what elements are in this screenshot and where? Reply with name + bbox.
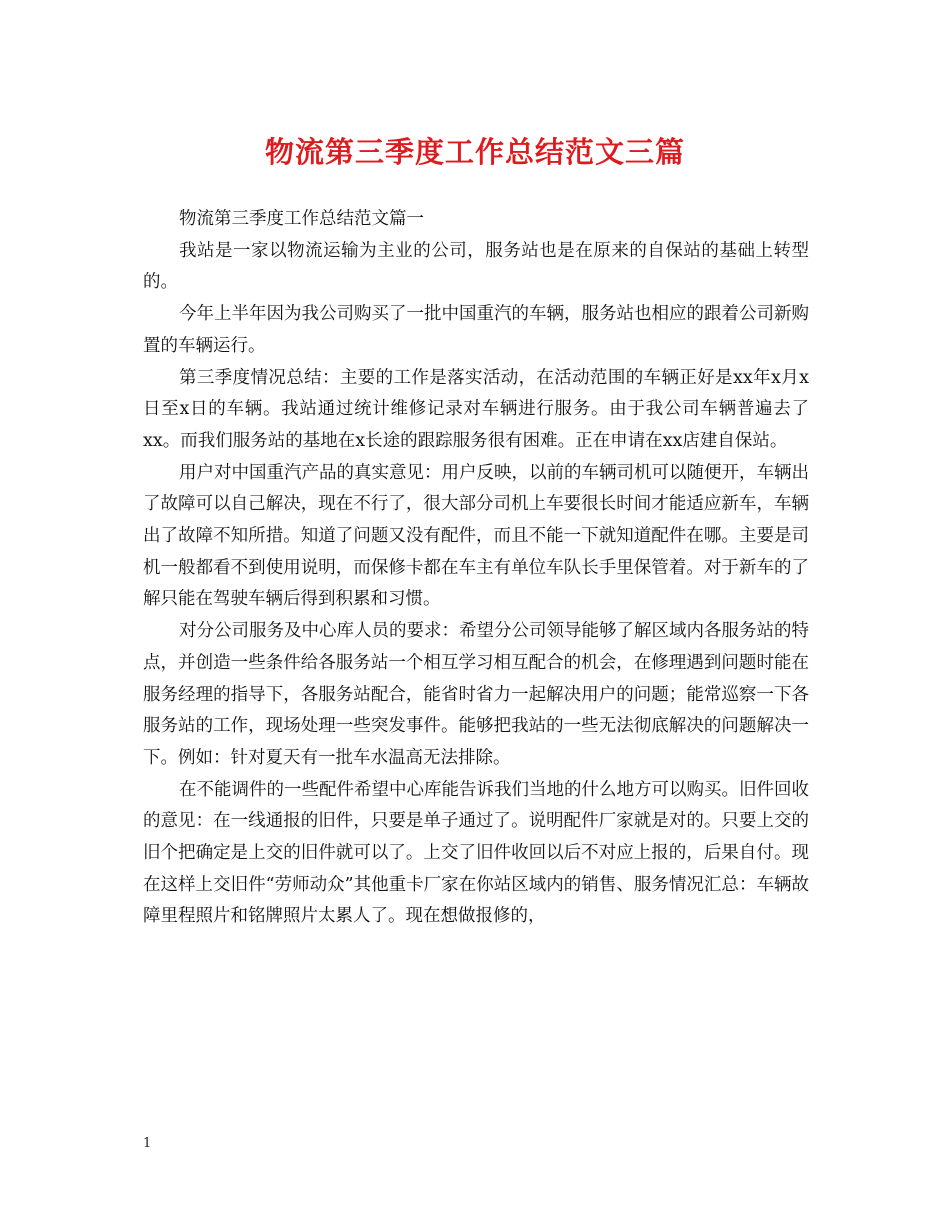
- paragraph: 第三季度情况总结：主要的工作是落实活动，在活动范围的车辆正好是xx年x月x日至x日的车辆。我站通过统计维修记录对车辆进行服务。由于我公司车辆普遍去了xx。而我们服务站的基地在x长途的跟踪服务很有困难。正在申请在xx店建自保站。: [143, 367, 809, 451]
- page-number: 1: [143, 1136, 152, 1151]
- paragraph: 我站是一家以物流运输为主业的公司，服务站也是在原来的自保站的基础上转型的。: [143, 240, 809, 293]
- paragraph: 用户对中国重汽产品的真实意见：用户反映，以前的车辆司机可以随便开，车辆出了故障可以自己解决，现在不行了，很大部分司机上车要很长时间才能适应新车，车辆出了故障不知所措。知道了问题又没有配件，而且不能一下就知道配件在哪。主要是司机一般都看不到使用说明，而保修卡都在车主有单位车队长手里保管着。对于新车的了解只能在驾驶车辆后得到积累和习惯。: [143, 462, 809, 610]
- paragraph: 在不能调件的一些配件希望中心库能告诉我们当地的什么地方可以购买。旧件回收的意见：在一线通报的旧件，只要是单子通过了。说明配件厂家就是对的。只要上交的旧个把确定是上交的旧件就可以了。上交了旧件收回以后不对应上报的，后果自付。现在这样上交旧件“劳师动众”其他重卡厂家在你站区域内的销售、服务情况汇总：车辆故障里程照片和铭牌照片太累人了。现在想做报修的，: [143, 779, 809, 927]
- paragraph: 对分公司服务及中心库人员的要求：希望分公司领导能够了解区域内各服务站的特点，并创造一些条件给各服务站一个相互学习相互配合的机会，在修理遇到问题时能在服务经理的指导下，各服务站配合，能省时省力一起解决用户的问题；能常巡察一下各服务站的工作，现场处理一些突发事件。能够把我站的一些无法彻底解决的问题解决一下。例如：针对夏天有一批车水温高无法排除。: [143, 621, 809, 768]
- paragraph: 今年上半年因为我公司购买了一批中国重汽的车辆，服务站也相应的跟着公司新购置的车辆运行。: [143, 304, 809, 356]
- section-heading: 物流第三季度工作总结范文篇一: [179, 209, 424, 229]
- document-title: 物流第三季度工作总结范文三篇: [264, 135, 685, 169]
- document-body: [143, 204, 809, 933]
